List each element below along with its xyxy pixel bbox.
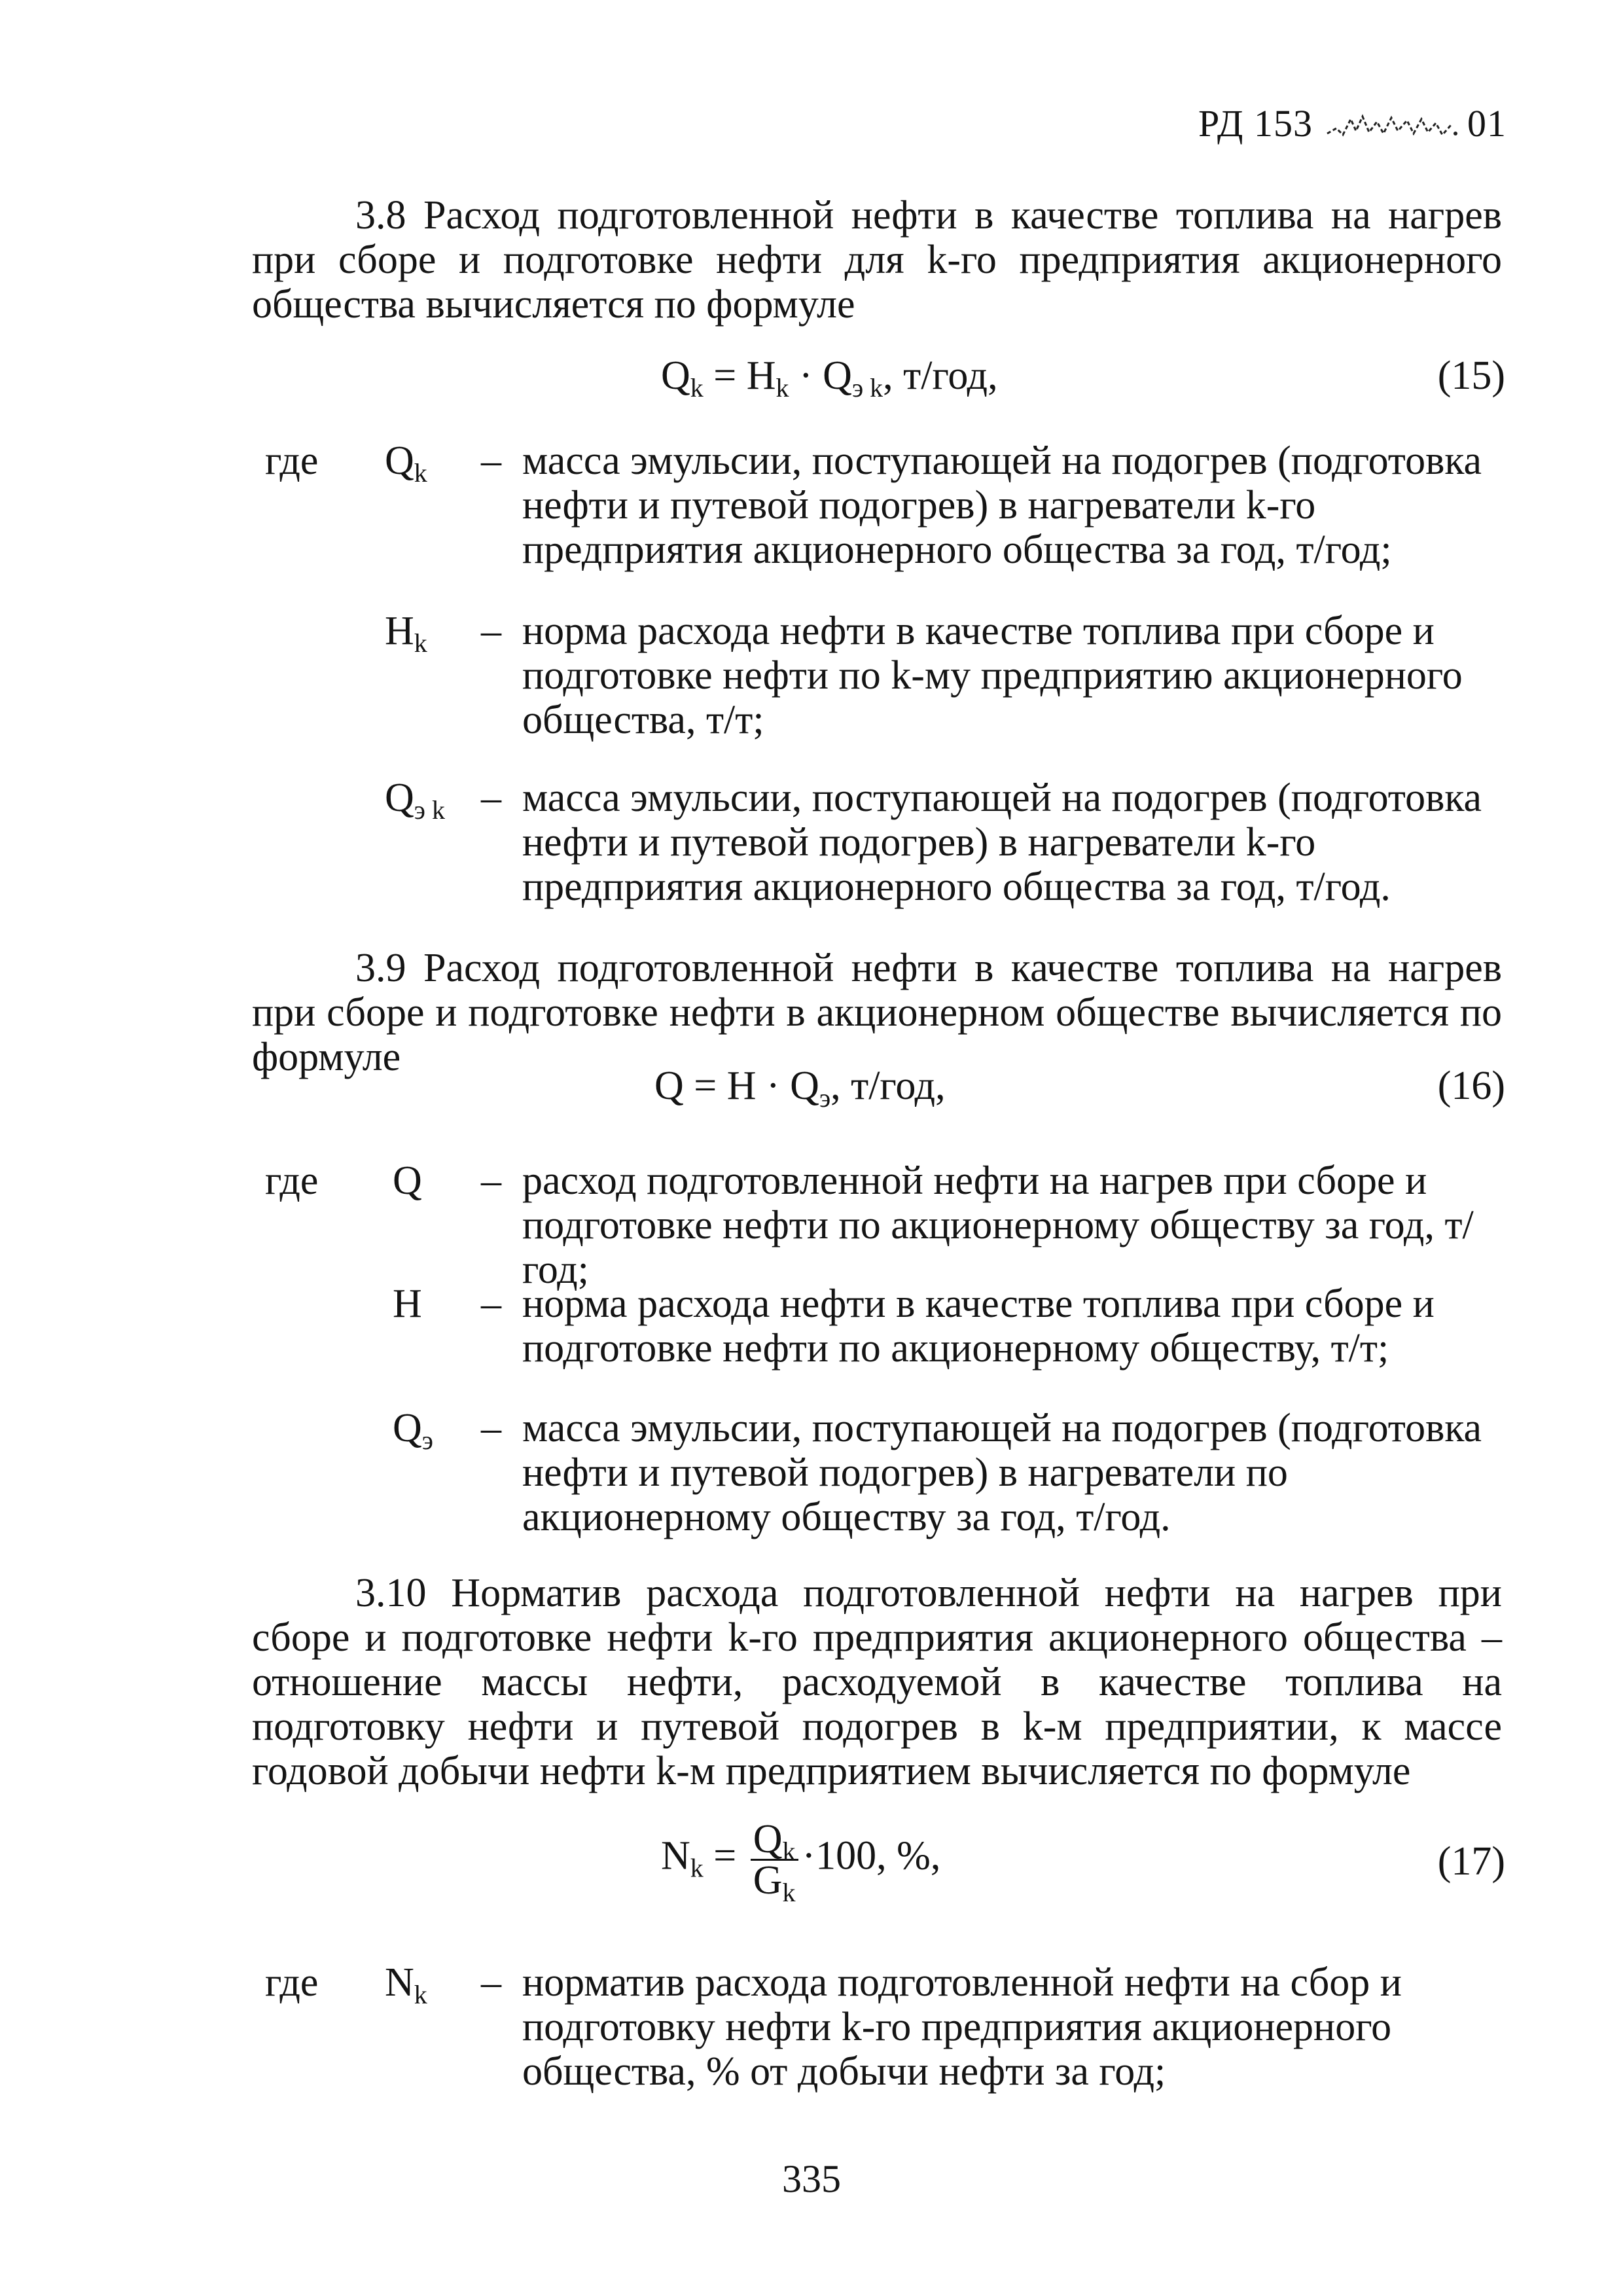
definition-dash: – bbox=[481, 609, 501, 653]
definition-symbol: $Q_{э k}$ bbox=[385, 776, 445, 825]
document-code-suffix: 01 bbox=[1467, 102, 1507, 145]
definition-text: норма расхода нефти в качестве топлива при сборе и подготовке нефти по k-му предприятию акционерного общества, т/т; bbox=[522, 609, 1463, 742]
definition-symbol: $Q_э$ bbox=[393, 1406, 433, 1455]
illegible-scribble-icon bbox=[1323, 105, 1457, 140]
formula-15: $Q_k = Н_k \cdot Q_{э k}$, т/год, bbox=[661, 353, 998, 403]
where-label: где bbox=[265, 439, 319, 483]
definition-dash: – bbox=[481, 1282, 501, 1326]
paragraph-3-10: 3.10 Норматив расхода подготовленной нефти на нагрев при сборе и подготовке нефти k-го предприятия акционерного общества – отношение массы нефти, расходуемой в качестве топлива на подготовку нефти и путевой подогрев в k-м предприятии, к массе годовой добычи нефти k-м предприятием вычисляется по формуле bbox=[252, 1571, 1502, 1793]
definition-text: норматив расхода подготовленной нефти на сбор и подготовку нефти k-го предприятия акционерного общества, % от добычи нефти за год; bbox=[522, 1960, 1402, 2094]
definition-dash: – bbox=[481, 776, 501, 820]
definition-dash: – bbox=[481, 1158, 501, 1203]
document-code-prefix: РД 153 bbox=[1198, 102, 1313, 145]
equation-number-17: (17) bbox=[1437, 1839, 1505, 1884]
where-label: где bbox=[265, 1960, 319, 2005]
definition-dash: – bbox=[481, 1406, 501, 1450]
formula-17: $N_k$ = $\frac{Q_k}{G_k}$ ·100, %, bbox=[661, 1817, 941, 1907]
equation-number-16: (16) bbox=[1437, 1064, 1505, 1108]
definition-symbol: $Q_k$ bbox=[385, 439, 427, 488]
fraction bbox=[751, 1817, 798, 1907]
definition-symbol: Н bbox=[393, 1282, 422, 1326]
definition-symbol: $Н_k$ bbox=[385, 609, 427, 658]
definition-text: норма расхода нефти в качестве топлива при сборе и подготовке нефти по акционерному обществу, т/т; bbox=[522, 1282, 1435, 1371]
fraction-numerator: $Q_k$ bbox=[751, 1820, 798, 1861]
definition-text: масса эмульсии, поступающей на подогрев (подготовка нефти и путевой подогрев) в нагреватели k-го предприятия акционерного общества за год, т/год; bbox=[522, 439, 1482, 572]
document-code bbox=[1198, 101, 1507, 146]
definition-symbol: Q bbox=[393, 1158, 422, 1203]
fraction-denominator: $G_k$ bbox=[753, 1858, 796, 1907]
equation-number-15: (15) bbox=[1437, 353, 1505, 398]
definition-text: масса эмульсии, поступающей на подогрев (подготовка нефти и путевой подогрев) в нагреватели k-го предприятия акционерного общества за год, т/год. bbox=[522, 776, 1482, 909]
formula-16: $Q = Н \cdot Q_э$, т/год, bbox=[654, 1064, 946, 1113]
definition-dash: – bbox=[481, 1960, 501, 2005]
page-number: 335 bbox=[782, 2157, 841, 2200]
where-label: где bbox=[265, 1158, 319, 1203]
definition-symbol: $N_k$ bbox=[385, 1960, 427, 2009]
definition-text: масса эмульсии, поступающей на подогрев (подготовка нефти и путевой подогрев) в нагреватели по акционерному обществу за год, т/год. bbox=[522, 1406, 1482, 1539]
definition-text: расход подготовленной нефти на нагрев при сборе и подготовке нефти по акционерному обществу за год, т/год; bbox=[522, 1158, 1474, 1292]
paragraph-3-9: 3.9 Расход подготовленной нефти в качестве топлива на нагрев при сборе и подготовке нефти в акционерном обществе вычисляется по формуле bbox=[252, 946, 1502, 1079]
definition-dash: – bbox=[481, 439, 501, 483]
paragraph-3-8: 3.8 Расход подготовленной нефти в качестве топлива на нагрев при сборе и подготовке нефти для k-го предприятия акционерного общества вычисляется по формуле bbox=[252, 193, 1502, 327]
